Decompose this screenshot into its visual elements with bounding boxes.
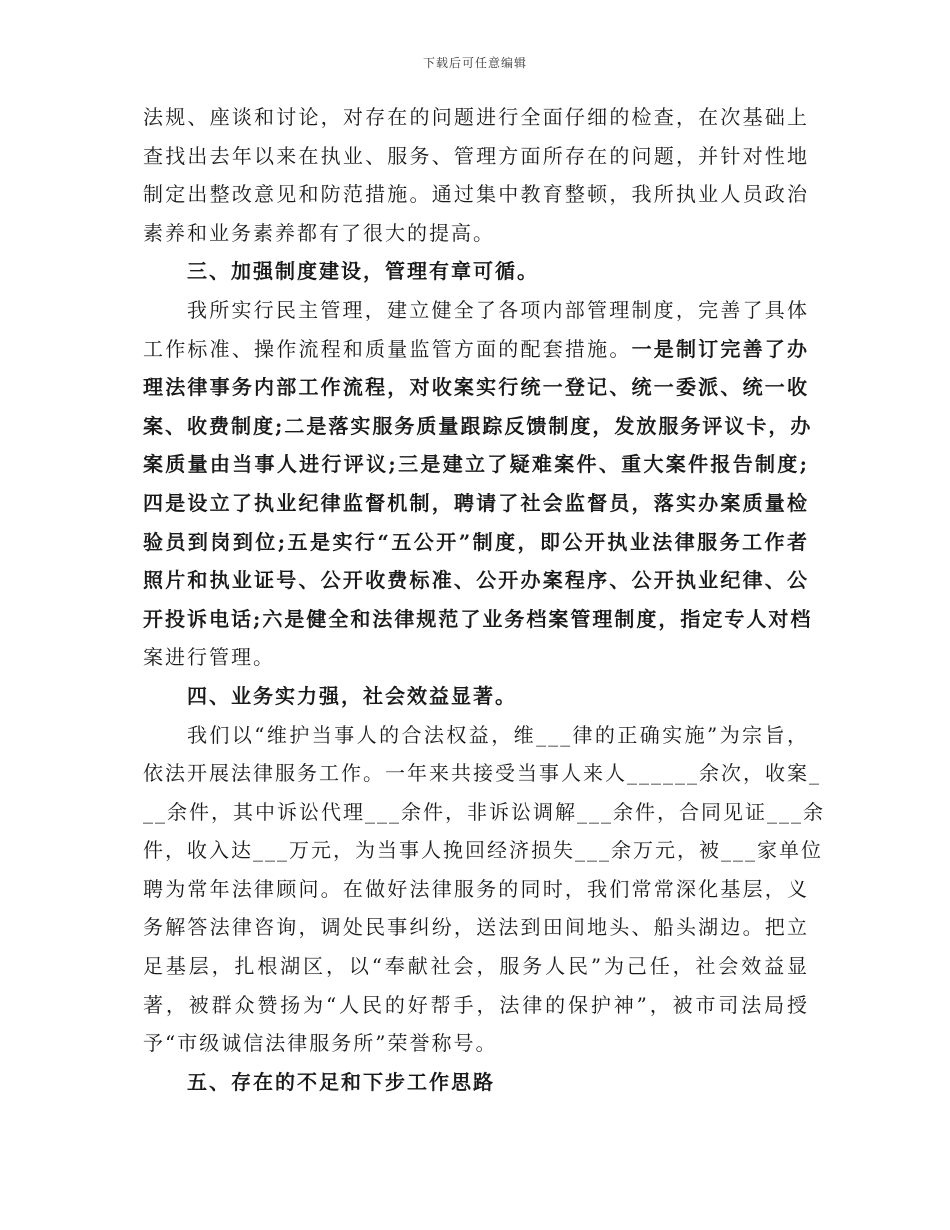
paragraph-line: 理法律事务内部工作流程，对收案实行统一登记、统一委派、统一收 — [143, 375, 809, 400]
paragraph-line: 案、收费制度;二是落实服务质量跟踪反馈制度，发放服务评议卡，办 — [143, 413, 813, 438]
paragraph-text-bold: 一是制订完善了办 — [631, 336, 810, 361]
paragraph-line: 查找出去年以来在执业、服务、管理方面所存在的问题，并针对性地 — [143, 143, 809, 168]
paragraph-line: 验员到岗到位;五是实行“五公开”制度，即公开执业法律服务工作者 — [143, 529, 809, 554]
paragraph-line: 法规、座谈和讨论，对存在的问题进行全面仔细的检查，在次基础上 — [143, 105, 809, 129]
paragraph-line: 案进行管理。 — [143, 645, 275, 670]
paragraph-line: 制定出整改意见和防范措施。通过集中教育整顿，我所执业人员政治 — [143, 182, 809, 207]
paragraph-line: 依法开展法律服务工作。一年来共接受当事人来人______余次，收案_ — [143, 761, 821, 786]
paragraph-line: 我所实行民主管理，建立健全了各项内部管理制度，完善了具体 — [187, 297, 809, 322]
paragraph-line: 素养和业务素养都有了很大的提高。 — [143, 220, 495, 245]
page-header: 下载后可任意编辑 — [422, 56, 527, 70]
paragraph-line: 著，被群众赞扬为“人民的好帮手，法律的保护神”，被市司法局授 — [143, 992, 809, 1017]
paragraph-line: 予“市级诚信法律服务所”荣誉称号。 — [143, 1031, 498, 1056]
paragraph-line: 开投诉电话;六是健全和法律规范了业务档案管理制度，指定专人对档 — [143, 606, 813, 631]
document-body — [143, 105, 825, 1109]
section-heading-4: 四、业务实力强，社会效益显著。 — [187, 683, 517, 708]
paragraph-line: 务解答法律咨询，调处民事纠纷，送法到田间地头、船头湖边。把立 — [143, 915, 809, 940]
paragraph-line: 件，收入达___万元，为当事人挽回经济损失___余万元，被___家单位 — [143, 838, 823, 863]
section-heading-3: 三、加强制度建设，管理有章可循。 — [187, 259, 539, 284]
section-heading-5: 五、存在的不足和下步工作思路 — [187, 1069, 495, 1094]
paragraph-text: 工作标准、操作流程和质量监管方面的配套措施。 — [143, 336, 632, 361]
paragraph-line: 我们以“维护当事人的合法权益，维___律的正确实施”为宗旨， — [187, 722, 809, 747]
paragraph-line — [143, 338, 809, 360]
paragraph-line: 四是设立了执业纪律监督机制，聘请了社会监督员，落实办案质量检 — [143, 490, 809, 515]
paragraph-line: 足基层，扎根湖区，以“奉献社会，服务人民”为己任，社会效益显 — [143, 954, 809, 979]
paragraph-line: 聘为常年法律顾问。在做好法律服务的同时，我们常常深化基层，义 — [143, 876, 809, 901]
paragraph-line: 照片和执业证号、公开收费标准、公开办案程序、公开执业纪律、公 — [143, 568, 809, 593]
paragraph-line: 案质量由当事人进行评议;三是建立了疑难案件、重大案件报告制度; — [143, 452, 809, 477]
paragraph-line: __余件，其中诉讼代理___余件，非诉讼调解___余件，合同见证___余 — [143, 799, 825, 824]
